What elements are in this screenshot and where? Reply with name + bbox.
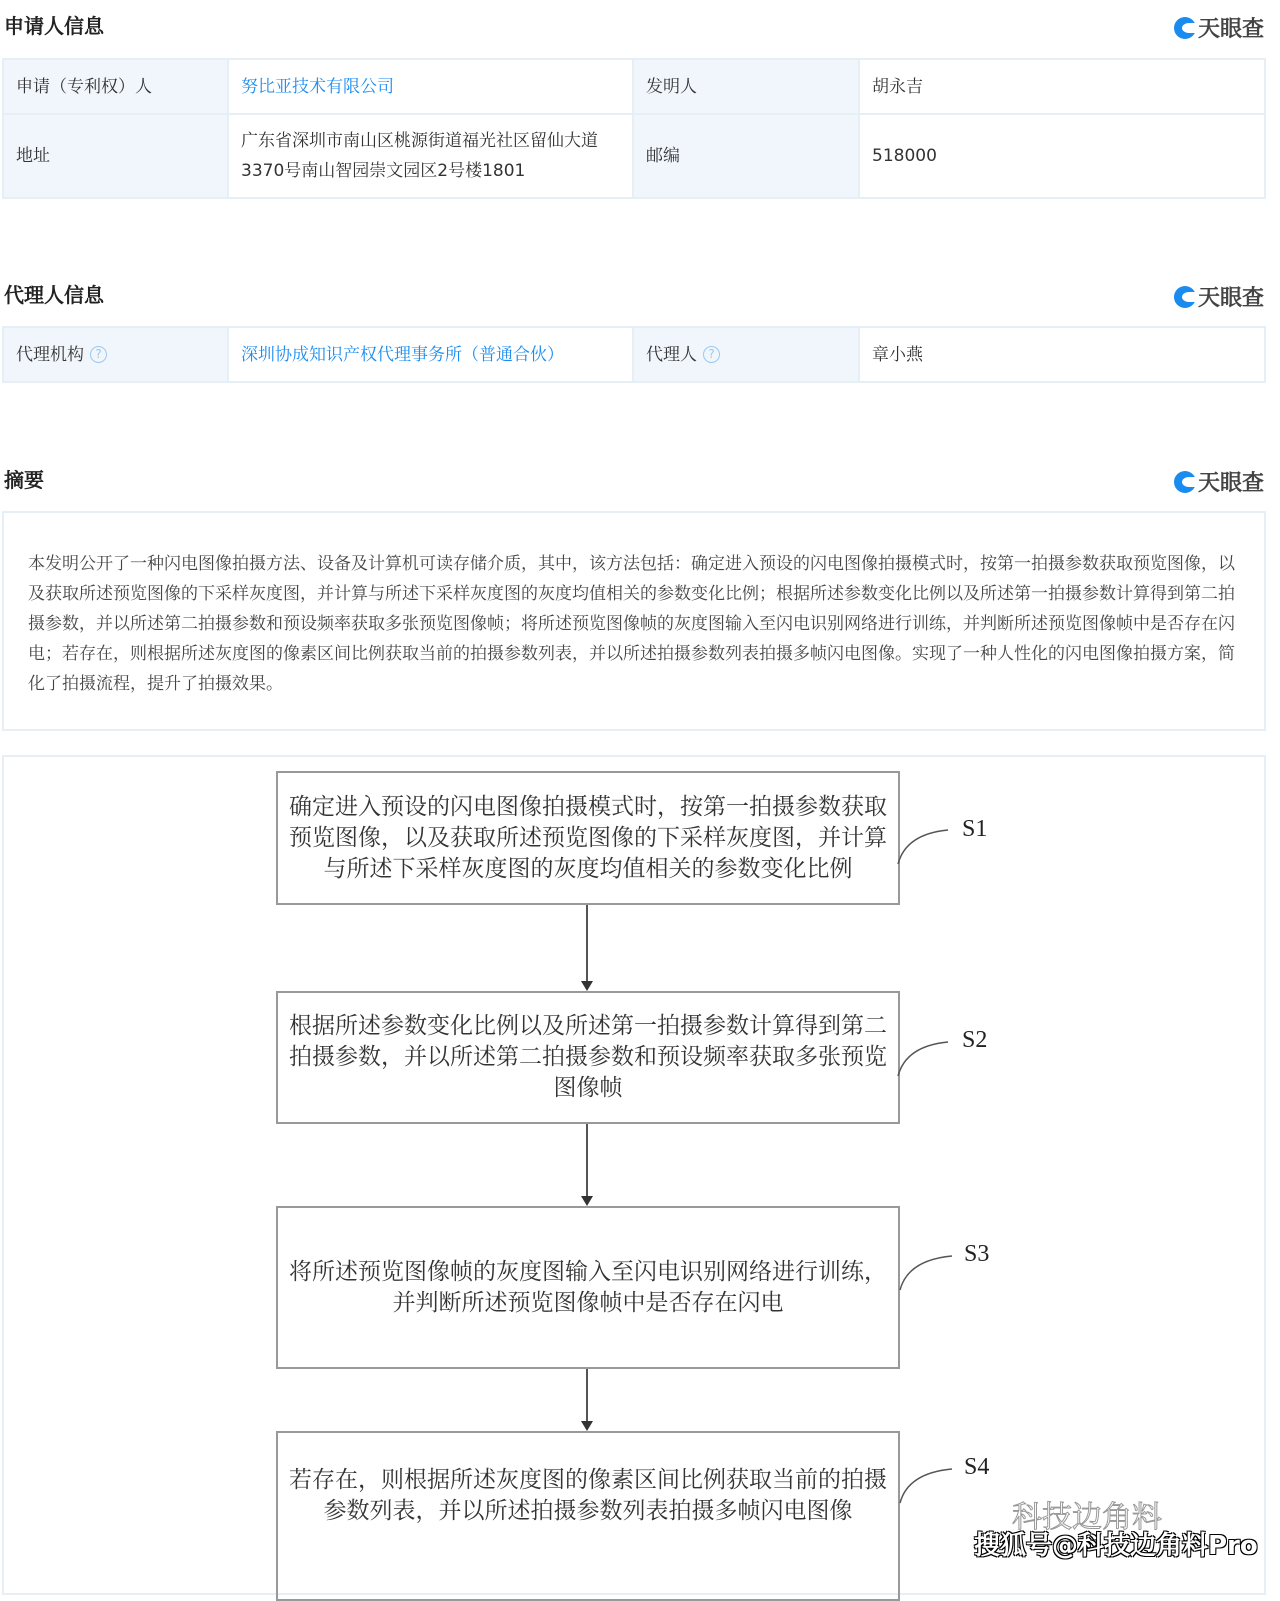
table-row <box>3 59 1265 114</box>
label-address: 地址 <box>3 114 228 198</box>
agent-section-title: 代理人信息 <box>4 283 104 307</box>
label-agent <box>633 327 859 382</box>
applicant-link[interactable]: 努比亚技术有限公司 <box>228 59 633 114</box>
arrow-icon <box>581 1421 593 1431</box>
step-label: S4 <box>964 1454 990 1480</box>
watermark-wechat: 科技边角料 <box>1012 1500 1162 1535</box>
applicant-section-title: 申请人信息 <box>4 14 104 38</box>
step-label: S3 <box>964 1241 990 1267</box>
step-label: S1 <box>962 816 988 842</box>
agent-table <box>2 326 1266 383</box>
help-icon[interactable]: ? <box>90 346 107 363</box>
postcode-value: 518000 <box>859 114 1265 198</box>
inventor-value: 胡永吉 <box>859 59 1265 114</box>
flow-step-s3: 将所述预览图像帧的灰度图输入至闪电识别网络进行训练，并判断所述预览图像帧中是否存在闪电 <box>276 1206 900 1369</box>
leader-line <box>898 1254 958 1294</box>
tianyancha-logo <box>1174 466 1264 497</box>
label-inventor: 发明人 <box>633 59 859 114</box>
applicant-table <box>2 58 1266 199</box>
logo-icon <box>1174 17 1196 39</box>
label-agency-text: 代理机构 <box>16 344 84 365</box>
table-row <box>3 327 1265 382</box>
arrow-icon <box>581 1196 593 1206</box>
logo-text: 天眼查 <box>1197 17 1264 42</box>
table-row <box>3 114 1265 198</box>
step-label: S2 <box>962 1027 988 1053</box>
label-applicant: 申请（专利权）人 <box>3 59 228 114</box>
logo-icon <box>1174 286 1196 308</box>
arrow-icon <box>581 981 593 991</box>
label-postcode: 邮编 <box>633 114 859 198</box>
flow-step-s1: 确定进入预设的闪电图像拍摄模式时，按第一拍摄参数获取预览图像，以及获取所述预览图像的下采样灰度图，并计算与所述下采样灰度图的灰度均值相关的参数变化比例 <box>276 771 900 905</box>
agent-value: 章小燕 <box>859 327 1265 382</box>
logo-icon <box>1174 471 1196 493</box>
abstract-text: 本发明公开了一种闪电图像拍摄方法、设备及计算机可读存储介质，其中，该方法包括：确定进入预设的闪电图像拍摄模式时，按第一拍摄参数获取预览图像，以及获取所述预览图像的下采样灰度图，并计算与所述下采样灰度图的灰度均值相关的参数变化比例；根据所述参数变化比例以及所述第一拍摄参数计算得到第二拍摄参数，并以所述第二拍摄参数和预设频率获取多张预览图像帧；将所述预览图像帧的灰度图输入至闪电识别网络进行训练，并判断所述预览图像帧中是否存在闪电；若存在，则根据所述灰度图的像素区间比例获取当前的拍摄参数列表，并以所述拍摄参数列表拍摄多帧闪电图像。实现了一种人性化的闪电图像拍摄方案，简化了拍摄流程，提升了拍摄效果。 <box>2 511 1266 731</box>
leader-line <box>898 1467 958 1507</box>
help-icon[interactable]: ? <box>703 346 720 363</box>
watermark-sohu: 搜狐号@科技边角料Pro <box>974 1531 1258 1561</box>
leader-line <box>896 828 956 868</box>
label-agent-text: 代理人 <box>646 344 697 365</box>
agency-link[interactable]: 深圳协成知识产权代理事务所（普通合伙） <box>228 327 633 382</box>
tianyancha-logo <box>1174 281 1264 312</box>
connector-line <box>586 905 588 981</box>
label-agency <box>3 327 228 382</box>
connector-line <box>586 1124 588 1196</box>
flow-step-s4: 若存在，则根据所述灰度图的像素区间比例获取当前的拍摄参数列表，并以所述拍摄参数列表拍摄多帧闪电图像 <box>276 1431 900 1601</box>
abstract-section-title: 摘要 <box>4 468 44 492</box>
logo-text: 天眼查 <box>1197 286 1264 311</box>
tianyancha-logo <box>1174 12 1264 43</box>
connector-line <box>586 1369 588 1421</box>
leader-line <box>896 1040 956 1080</box>
flow-step-s2: 根据所述参数变化比例以及所述第一拍摄参数计算得到第二拍摄参数，并以所述第二拍摄参数和预设频率获取多张预览图像帧 <box>276 991 900 1124</box>
address-value: 广东省深圳市南山区桃源街道福光社区留仙大道3370号南山智园崇文园区2号楼1801 <box>228 114 633 198</box>
logo-text: 天眼查 <box>1197 471 1264 496</box>
